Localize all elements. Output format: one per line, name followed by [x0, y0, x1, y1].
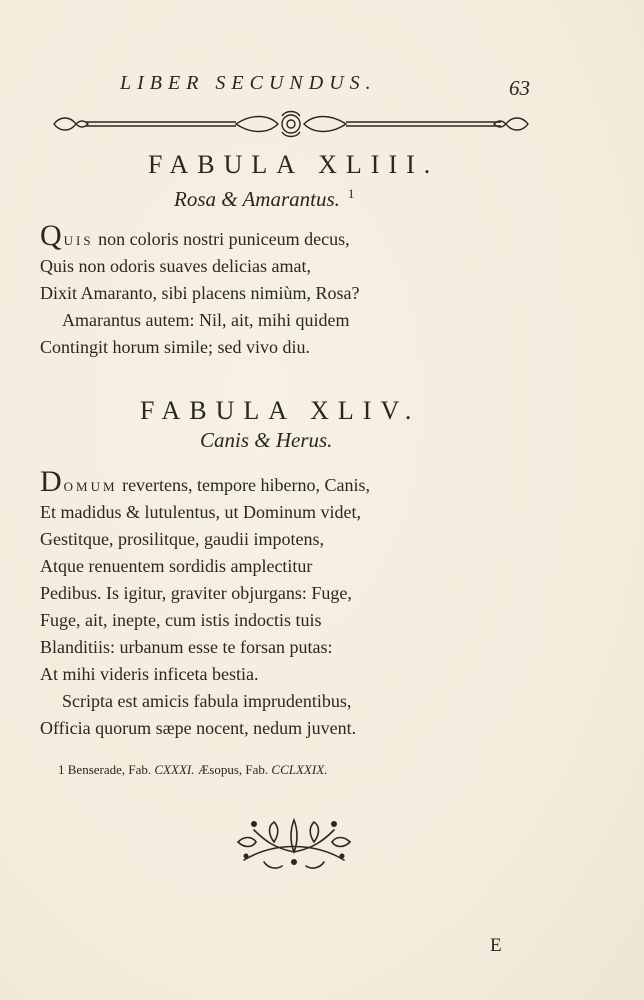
- footnote: [58, 762, 327, 778]
- verse-line: Fuge, ait, inepte, cum istis indoctis tuis: [40, 610, 322, 630]
- verse-line: Atque renuentem sordidis amplectitur: [40, 556, 313, 576]
- fable-44-title: FABULA XLIV.: [140, 396, 421, 425]
- running-head: LIBER SECUNDUS.: [120, 72, 377, 94]
- footnote-source-2: Æsopus, Fab.: [197, 762, 269, 777]
- verse-line: Pedibus. Is igitur, graviter objurgans: Fuge,: [40, 583, 352, 603]
- verse-line: Scripta est amicis fabula imprudentibus,: [62, 691, 352, 711]
- fable-43-title: FABULA XLIII.: [148, 150, 440, 179]
- verse-line: Blanditiis: urbanum esse te forsan putas:: [40, 637, 333, 657]
- verse-line: [40, 219, 359, 253]
- verse-line: At mihi videris inficeta bestia.: [40, 664, 259, 684]
- verse-line: Quis non odoris suaves delicias amat,: [40, 256, 311, 276]
- verse-line: Et madidus & lutulentus, ut Dominum videt,: [40, 502, 361, 522]
- footnote-number: 1: [58, 762, 65, 777]
- footnote-marker: 1: [347, 186, 355, 201]
- verse-line: Officia quorum sæpe nocent, nedum juvent.: [40, 718, 357, 738]
- verse-line: Dixit Amaranto, sibi placens nimiùm, Rosa?: [40, 283, 360, 303]
- first-word-rest: uis: [63, 229, 94, 249]
- drop-cap: D: [40, 465, 62, 498]
- verse-line: Gestitque, prosilitque, gaudii impotens,: [40, 529, 324, 549]
- verse-line: Contingit horum simile; sed vivo diu.: [40, 337, 310, 357]
- fable-43-subtitle-text: Rosa & Amarantus.: [174, 187, 340, 211]
- verse-line: [40, 465, 370, 499]
- fable-43-verse: [40, 219, 360, 361]
- drop-cap: Q: [40, 219, 62, 252]
- verse-line-text: revertens, tempore hiberno, Canis,: [122, 475, 370, 495]
- first-word-rest: omum: [63, 475, 118, 495]
- fable-44-verse: [40, 465, 370, 742]
- fable-44-subtitle: Canis & Herus.: [200, 428, 333, 452]
- footnote-ref-2: CCLXXIX.: [271, 762, 328, 777]
- verse-line: Amarantus autem: Nil, ait, mihi quidem: [62, 310, 350, 330]
- signature-mark: E: [490, 935, 502, 956]
- fable-43-subtitle: [174, 186, 354, 212]
- floral-ornament: [224, 812, 364, 874]
- page-number: 63: [509, 76, 530, 100]
- verse-line-text: non coloris nostri puniceum decus,: [98, 229, 350, 249]
- footnote-ref-1: CXXXI.: [154, 762, 195, 777]
- footnote-source-1: Benserade, Fab.: [67, 762, 152, 777]
- ornamental-rule: [46, 110, 536, 138]
